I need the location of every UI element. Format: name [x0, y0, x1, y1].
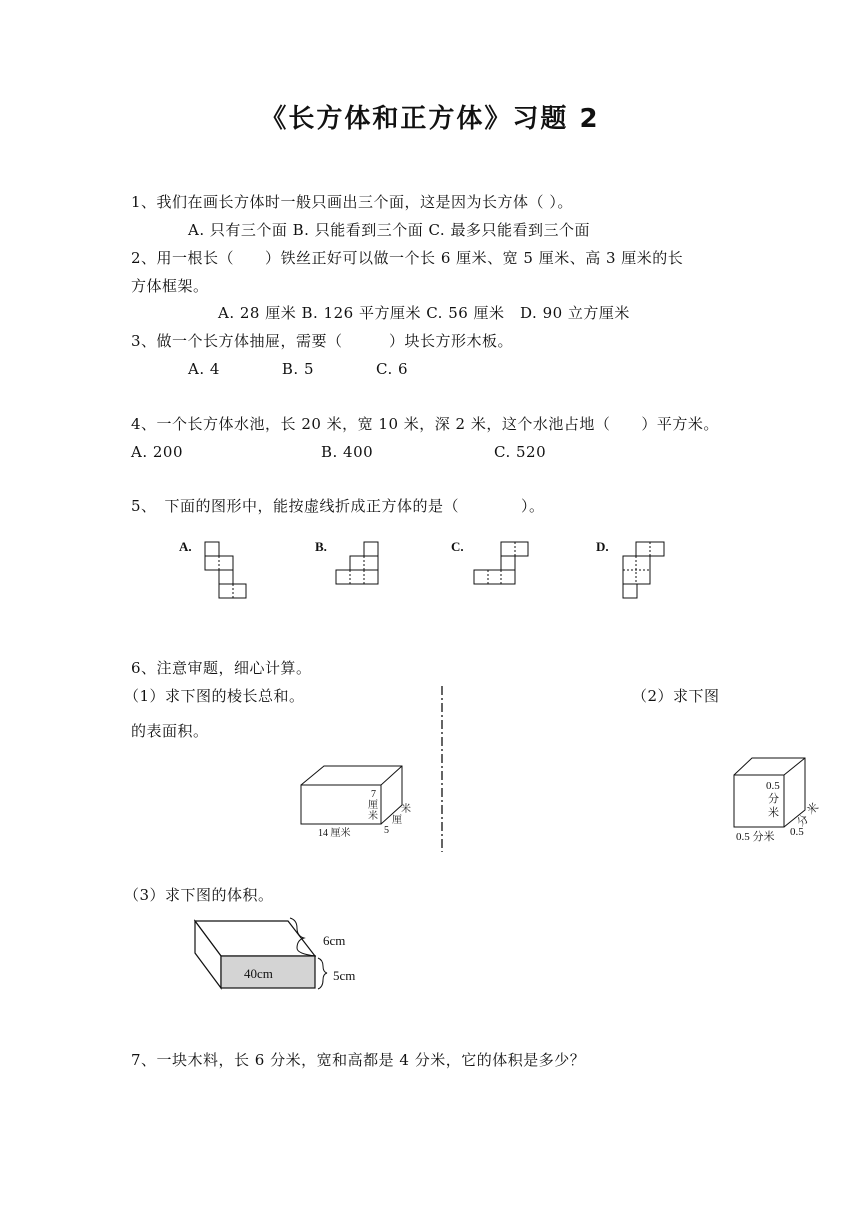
fig1-height-label-3: 米	[368, 811, 378, 822]
fig1-height-label-2: 厘	[368, 800, 378, 811]
q4-option-b: B. 400	[321, 443, 374, 461]
q1-stem: 1、我们在画长方体时一般只画出三个面，这是因为长方体（ ）。	[131, 193, 573, 211]
q6-part2-line1: （2）求下图	[632, 687, 720, 705]
q2-stem-line1: 2、用一根长（ ）铁丝正好可以做一个长 6 厘米、宽 5 厘米、高 3 厘米的长	[131, 249, 684, 267]
q6-stem: 6、注意审题，细心计算。	[131, 659, 312, 677]
fig2-width-label-1: 米	[805, 801, 822, 818]
fig2-height-label-1: 0.5	[766, 780, 780, 792]
fig2-height-label-3: 米	[768, 807, 779, 819]
q6-part3: （3）求下图的体积。	[124, 886, 274, 904]
q7-stem: 7、一块木料，长 6 分米，宽和高都是 4 分米，它的体积是多少？	[131, 1051, 586, 1069]
fig1-height-label-1: 7	[371, 789, 376, 800]
q5-label-a: A.	[179, 539, 192, 554]
q2-stem-line2: 方体框架。	[131, 277, 209, 295]
fig1-width-label-1: 米	[401, 804, 411, 815]
q6-part2-line2: 的表面积。	[131, 722, 209, 740]
q5-stem: 5、 下面的图形中，能按虚线折成正方体的是（ ）。	[131, 497, 545, 515]
q3-options: A. 4 B. 5 C. 6	[188, 360, 409, 378]
fig2-width-label-3: 0.5	[790, 826, 804, 838]
fig2-length-label: 0.5 分米	[736, 831, 775, 843]
q3-stem: 3、做一个长方体抽屉，需要（ ）块长方形木板。	[131, 332, 514, 350]
q4-option-c: C. 520	[494, 443, 547, 461]
fig2-width-label-2: 分	[795, 813, 812, 830]
page-title: 《长方体和正方体》习题 2	[260, 104, 600, 134]
q4-stem: 4、一个长方体水池，长 20 米，宽 10 米，深 2 米，这个水池占地（ ）平方米。	[131, 415, 719, 433]
cuboid-figure-1	[301, 766, 402, 824]
fig3-top-label: 6cm	[323, 933, 346, 948]
q2-options: A. 28 厘米 B. 126 平方厘米 C. 56 厘米 D. 90 立方厘米	[218, 304, 630, 322]
fig1-width-label-3: 5	[384, 825, 389, 836]
q5-label-d: D.	[596, 539, 609, 554]
q5-label-c: C.	[451, 539, 464, 554]
q6-part1: （1）求下图的棱长总和。	[124, 687, 305, 705]
fig3-bottom-label: 5cm	[333, 968, 356, 983]
fig1-width-label-2: 厘	[392, 815, 402, 826]
q4-option-a: A. 200	[131, 443, 183, 461]
fig1-length-label: 14 厘米	[318, 828, 351, 839]
q1-options: A. 只有三个面 B. 只能看到三个面 C. 最多只能看到三个面	[188, 221, 590, 239]
fig3-length-label: 40cm	[244, 966, 273, 981]
q5-label-b: B.	[315, 539, 327, 554]
fig2-height-label-2: 分	[768, 793, 779, 805]
